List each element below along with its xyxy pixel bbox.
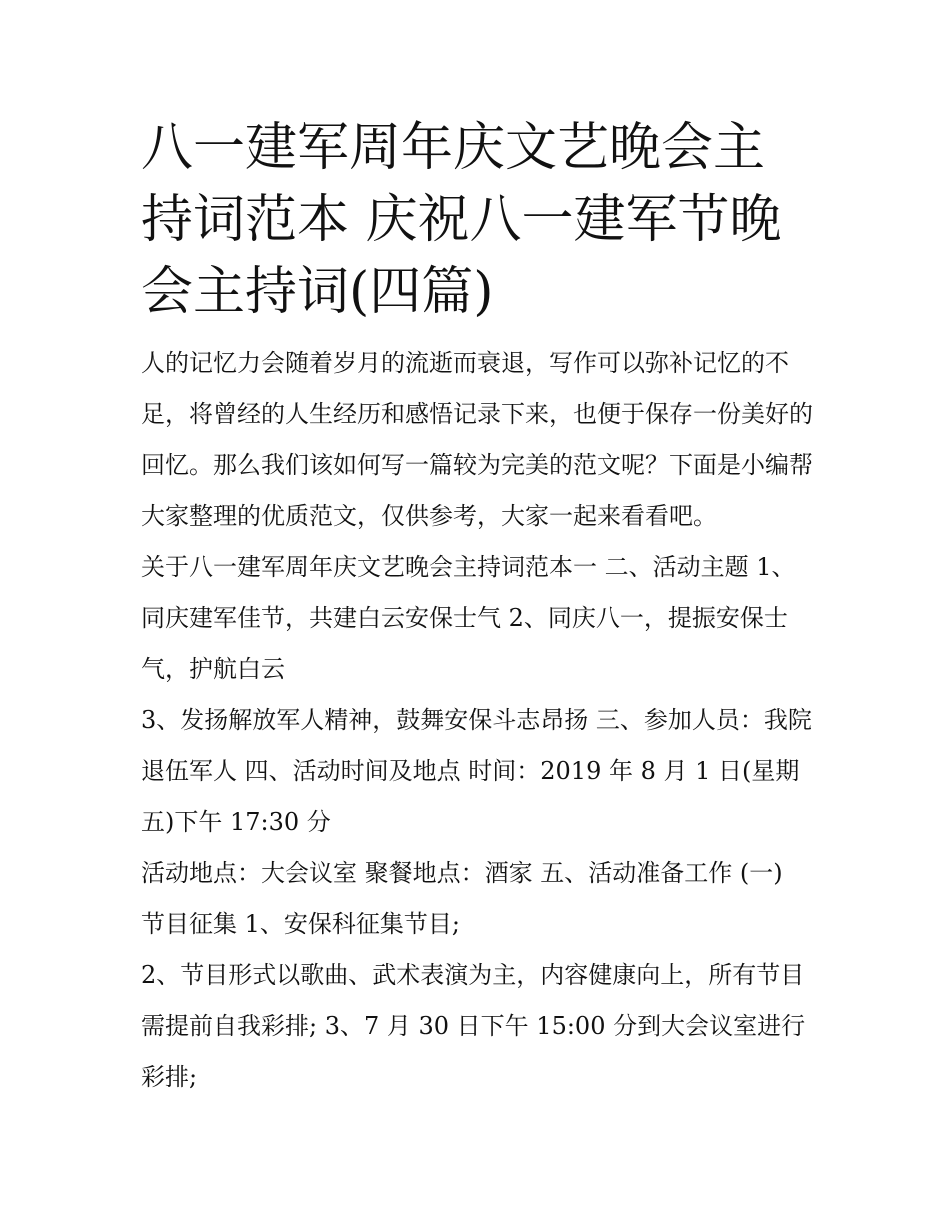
paragraph-program-rehearsal: 2、节目形式以歌曲、武术表演为主，内容健康向上，所有节目需提前自我彩排; 3、7 月 30 日下午 15:00 分到大会议室进行彩排; [141, 961, 806, 1091]
paragraph-intro: 人的记忆力会随着岁月的流逝而衰退，写作可以弥补记忆的不足，将曾经的人生经历和感悟记录下来，也便于保存一份美好的回忆。那么我们该如何写一篇较为完美的范文呢？下面是小编帮大家整理的优质范文，仅供参考，大家一起来看看吧。 [141, 349, 813, 530]
paragraph-participants-time: 3、发扬解放军人精神，鼓舞安保斗志昂扬 三、参加人员：我院退伍军人 四、活动时间及地点 时间：2019 年 8 月 1 日(星期五)下午 17:30 分 [141, 706, 812, 836]
paragraph-location-preparation: 活动地点：大会议室 聚餐地点：酒家 五、活动准备工作 (一) 节目征集 1、安保科征集节目; [141, 859, 783, 938]
document-body [141, 112, 813, 1103]
paragraph-theme: 关于八一建军周年庆文艺晚会主持词范本一 二、活动主题 1、同庆建军佳节，共建白云安保士气 2、同庆八一，提振安保士气，护航白云 [141, 553, 796, 683]
document-title: 八一建军周年庆文艺晚会主持词范本 庆祝八一建军节晚会主持词(四篇) [141, 118, 782, 322]
